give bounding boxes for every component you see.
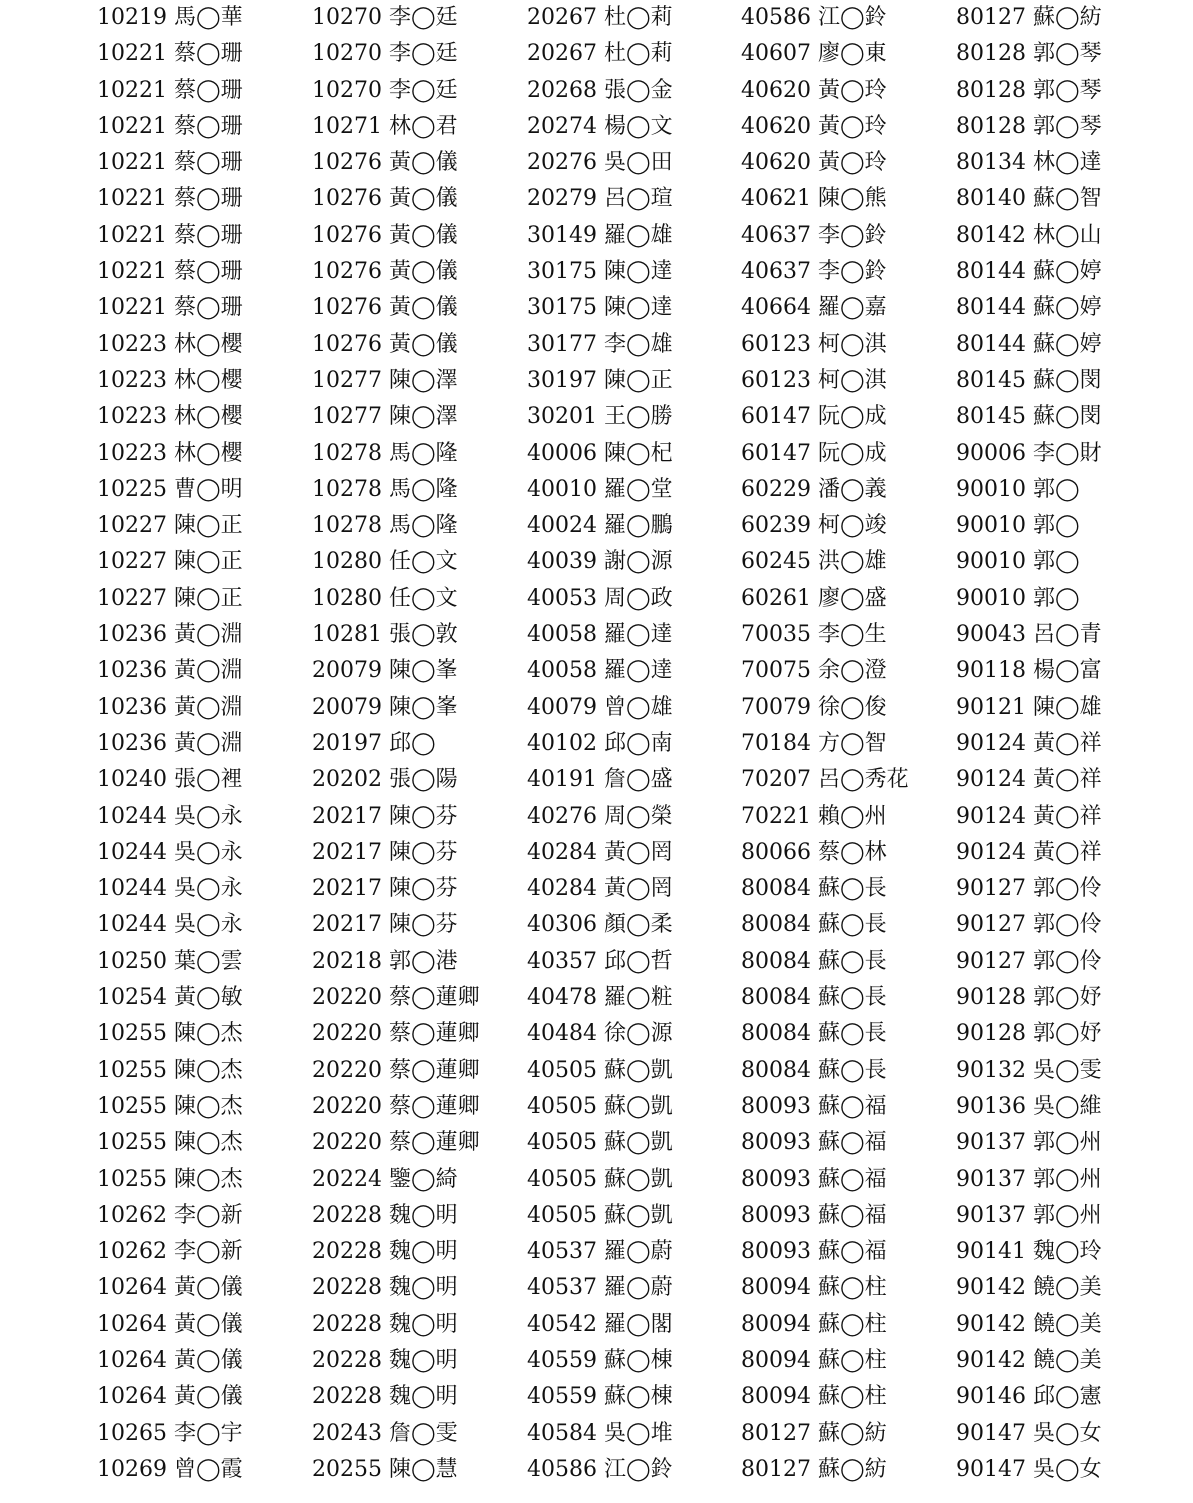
list-entry: 70035 李◯生 <box>741 622 887 648</box>
list-entry: 90124 黃◯祥 <box>956 730 1102 756</box>
list-entry: 20079 陳◯峯 <box>312 694 458 720</box>
list-entry: 90141 魏◯玲 <box>956 1239 1102 1265</box>
list-entry: 40306 顏◯柔 <box>527 912 673 938</box>
list-entry: 30201 王◯勝 <box>527 404 673 430</box>
list-entry: 60123 柯◯淇 <box>741 367 887 393</box>
list-entry: 90118 楊◯富 <box>956 658 1102 684</box>
list-entry: 10227 陳◯正 <box>97 549 243 575</box>
list-entry: 40505 蘇◯凱 <box>527 1093 673 1119</box>
list-entry: 10236 黃◯淵 <box>97 658 243 684</box>
list-entry: 10255 陳◯杰 <box>97 1093 243 1119</box>
list-entry: 10276 黃◯儀 <box>312 331 458 357</box>
list-entry: 10276 黃◯儀 <box>312 150 458 176</box>
list-entry: 90127 郭◯伶 <box>956 876 1102 902</box>
list-entry: 10281 張◯敦 <box>312 622 458 648</box>
list-entry: 10276 黃◯儀 <box>312 186 458 212</box>
list-entry: 90010 郭◯ <box>956 549 1080 575</box>
list-entry: 10264 黃◯儀 <box>97 1347 243 1373</box>
list-entry: 40542 羅◯閣 <box>527 1311 673 1337</box>
list-entry: 90010 郭◯ <box>956 513 1080 539</box>
list-entry: 80144 蘇◯婷 <box>956 331 1102 357</box>
list-entry: 40284 黃◯罔 <box>527 839 673 865</box>
list-entry: 20243 詹◯雯 <box>312 1420 458 1446</box>
list-entry: 20220 蔡◯蓮卿 <box>312 1057 480 1083</box>
list-entry: 80084 蘇◯長 <box>741 948 887 974</box>
list-entry: 80094 蘇◯柱 <box>741 1347 887 1373</box>
list-entry: 20197 邱◯ <box>312 730 436 756</box>
list-entry: 80094 蘇◯柱 <box>741 1384 887 1410</box>
list-entry: 20217 陳◯芬 <box>312 839 458 865</box>
list-entry: 80093 蘇◯福 <box>741 1239 887 1265</box>
list-entry: 90127 郭◯伶 <box>956 948 1102 974</box>
list-entry: 70075 余◯澄 <box>741 658 887 684</box>
list-entry: 40559 蘇◯棟 <box>527 1384 673 1410</box>
list-entry: 10227 陳◯正 <box>97 585 243 611</box>
list-entry: 80145 蘇◯閔 <box>956 404 1102 430</box>
list-entry: 90043 呂◯青 <box>956 622 1102 648</box>
list-entry: 40010 羅◯堂 <box>527 476 673 502</box>
list-entry: 80084 蘇◯長 <box>741 912 887 938</box>
list-entry: 20220 蔡◯蓮卿 <box>312 1021 480 1047</box>
list-entry: 10270 李◯廷 <box>312 41 458 67</box>
list-entry: 10278 馬◯隆 <box>312 476 458 502</box>
list-entry: 20276 吳◯田 <box>527 150 673 176</box>
column-3 <box>527 0 732 1488</box>
list-entry: 10280 任◯文 <box>312 585 458 611</box>
list-entry: 10270 李◯廷 <box>312 77 458 103</box>
list-entry: 10276 黃◯儀 <box>312 259 458 285</box>
list-entry: 80127 蘇◯紡 <box>741 1420 887 1446</box>
list-entry: 90147 吳◯女 <box>956 1420 1102 1446</box>
list-entry: 30177 李◯雄 <box>527 331 673 357</box>
list-entry: 10236 黃◯淵 <box>97 622 243 648</box>
list-entry: 10276 黃◯儀 <box>312 295 458 321</box>
list-entry: 20267 杜◯莉 <box>527 41 673 67</box>
list-entry: 30175 陳◯達 <box>527 259 673 285</box>
list-entry: 10277 陳◯澤 <box>312 367 458 393</box>
list-entry: 40607 廖◯東 <box>741 41 887 67</box>
list-entry: 30175 陳◯達 <box>527 295 673 321</box>
list-entry: 80140 蘇◯智 <box>956 186 1102 212</box>
list-entry: 10262 李◯新 <box>97 1202 243 1228</box>
list-entry: 20274 楊◯文 <box>527 113 673 139</box>
column-4 <box>741 0 946 1488</box>
list-entry: 10271 林◯君 <box>312 113 458 139</box>
list-entry: 80093 蘇◯福 <box>741 1166 887 1192</box>
list-entry: 90128 郭◯妤 <box>956 985 1102 1011</box>
list-entry: 80094 蘇◯柱 <box>741 1311 887 1337</box>
list-entry: 80084 蘇◯長 <box>741 985 887 1011</box>
list-entry: 10280 任◯文 <box>312 549 458 575</box>
list-entry: 80093 蘇◯福 <box>741 1130 887 1156</box>
list-entry: 90124 黃◯祥 <box>956 803 1102 829</box>
list-entry: 10277 陳◯澤 <box>312 404 458 430</box>
list-entry: 90124 黃◯祥 <box>956 767 1102 793</box>
list-entry: 90137 郭◯州 <box>956 1202 1102 1228</box>
column-1 <box>97 0 302 1488</box>
column-5 <box>956 0 1161 1488</box>
list-entry: 60147 阮◯成 <box>741 404 887 430</box>
list-entry: 10236 黃◯淵 <box>97 730 243 756</box>
list-entry: 90146 邱◯憲 <box>956 1384 1102 1410</box>
list-entry: 10225 曹◯明 <box>97 476 243 502</box>
list-entry: 80128 郭◯琴 <box>956 77 1102 103</box>
list-entry: 60245 洪◯雄 <box>741 549 887 575</box>
list-entry: 40053 周◯政 <box>527 585 673 611</box>
list-entry: 20228 魏◯明 <box>312 1311 458 1337</box>
list-entry: 90010 郭◯ <box>956 585 1080 611</box>
list-entry: 10221 蔡◯珊 <box>97 113 243 139</box>
list-entry: 40620 黃◯玲 <box>741 113 887 139</box>
list-entry: 80084 蘇◯長 <box>741 1021 887 1047</box>
list-entry: 10221 蔡◯珊 <box>97 222 243 248</box>
list-entry: 10255 陳◯杰 <box>97 1130 243 1156</box>
list-entry: 70221 賴◯州 <box>741 803 887 829</box>
list-entry: 10223 林◯櫻 <box>97 367 243 393</box>
list-entry: 40058 羅◯達 <box>527 622 673 648</box>
list-entry: 20267 杜◯莉 <box>527 5 673 30</box>
list-entry: 10244 吳◯永 <box>97 876 243 902</box>
list-entry: 80066 蔡◯林 <box>741 839 887 865</box>
list-entry: 10265 李◯宇 <box>97 1420 243 1446</box>
list-entry: 40505 蘇◯凱 <box>527 1057 673 1083</box>
list-entry: 10276 黃◯儀 <box>312 222 458 248</box>
list-entry: 40484 徐◯源 <box>527 1021 673 1047</box>
list-entry: 90127 郭◯伶 <box>956 912 1102 938</box>
list-entry: 10221 蔡◯珊 <box>97 186 243 212</box>
list-entry: 90128 郭◯妤 <box>956 1021 1102 1047</box>
list-entry: 40637 李◯鈴 <box>741 222 887 248</box>
list-entry: 10278 馬◯隆 <box>312 513 458 539</box>
list-entry: 10264 黃◯儀 <box>97 1311 243 1337</box>
list-entry: 20228 魏◯明 <box>312 1347 458 1373</box>
list-entry: 80127 蘇◯紡 <box>741 1456 887 1482</box>
list-entry: 10269 曾◯霞 <box>97 1456 243 1482</box>
list-entry: 20228 魏◯明 <box>312 1275 458 1301</box>
list-entry: 40537 羅◯蔚 <box>527 1239 673 1265</box>
list-entry: 60261 廖◯盛 <box>741 585 887 611</box>
list-entry: 40478 羅◯粧 <box>527 985 673 1011</box>
list-entry: 40039 謝◯源 <box>527 549 673 575</box>
list-entry: 40586 江◯鈴 <box>527 1456 673 1482</box>
list-entry: 20217 陳◯芬 <box>312 876 458 902</box>
column-2 <box>312 0 517 1488</box>
list-entry: 40079 曾◯雄 <box>527 694 673 720</box>
list-entry: 90006 李◯財 <box>956 440 1102 466</box>
list-entry: 40006 陳◯杞 <box>527 440 673 466</box>
list-entry: 10219 馬◯華 <box>97 5 243 30</box>
list-entry: 40505 蘇◯凱 <box>527 1166 673 1192</box>
list-entry: 40357 邱◯哲 <box>527 948 673 974</box>
list-entry: 40102 邱◯南 <box>527 730 673 756</box>
list-entry: 80128 郭◯琴 <box>956 41 1102 67</box>
list-entry: 20228 魏◯明 <box>312 1202 458 1228</box>
list-entry: 90142 饒◯美 <box>956 1275 1102 1301</box>
list-entry: 10254 黃◯敏 <box>97 985 243 1011</box>
list-entry: 90121 陳◯雄 <box>956 694 1102 720</box>
list-entry: 40505 蘇◯凱 <box>527 1130 673 1156</box>
list-entry: 20079 陳◯峯 <box>312 658 458 684</box>
list-entry: 80084 蘇◯長 <box>741 1057 887 1083</box>
list-entry: 20279 呂◯瑄 <box>527 186 673 212</box>
list-entry: 90137 郭◯州 <box>956 1130 1102 1156</box>
list-entry: 10270 李◯廷 <box>312 5 458 30</box>
list-entry: 20218 郭◯港 <box>312 948 458 974</box>
list-entry: 10255 陳◯杰 <box>97 1057 243 1083</box>
list-entry: 90136 吳◯維 <box>956 1093 1102 1119</box>
list-entry: 10255 陳◯杰 <box>97 1021 243 1047</box>
list-entry: 90142 饒◯美 <box>956 1347 1102 1373</box>
list-entry: 20268 張◯金 <box>527 77 673 103</box>
list-entry: 20217 陳◯芬 <box>312 803 458 829</box>
list-entry: 10250 葉◯雲 <box>97 948 243 974</box>
list-entry: 10223 林◯櫻 <box>97 331 243 357</box>
list-entry: 60229 潘◯義 <box>741 476 887 502</box>
list-entry: 90147 吳◯女 <box>956 1456 1102 1482</box>
list-entry: 20224 鑒◯綺 <box>312 1166 458 1192</box>
list-entry: 10221 蔡◯珊 <box>97 77 243 103</box>
list-entry: 10221 蔡◯珊 <box>97 41 243 67</box>
list-entry: 70184 方◯智 <box>741 730 887 756</box>
list-entry: 70207 呂◯秀花 <box>741 767 909 793</box>
list-entry: 10236 黃◯淵 <box>97 694 243 720</box>
list-entry: 80093 蘇◯福 <box>741 1093 887 1119</box>
list-entry: 90142 饒◯美 <box>956 1311 1102 1337</box>
list-entry: 40637 李◯鈴 <box>741 259 887 285</box>
list-entry: 80093 蘇◯福 <box>741 1202 887 1228</box>
list-entry: 80127 蘇◯紡 <box>956 5 1102 30</box>
list-entry: 20228 魏◯明 <box>312 1384 458 1410</box>
list-entry: 10223 林◯櫻 <box>97 440 243 466</box>
list-entry: 80144 蘇◯婷 <box>956 259 1102 285</box>
list-entry: 20255 陳◯慧 <box>312 1456 458 1482</box>
list-entry: 90132 吳◯雯 <box>956 1057 1102 1083</box>
list-entry: 10255 陳◯杰 <box>97 1166 243 1192</box>
list-entry: 80144 蘇◯婷 <box>956 295 1102 321</box>
list-entry: 40559 蘇◯棟 <box>527 1347 673 1373</box>
list-entry: 30149 羅◯雄 <box>527 222 673 248</box>
list-entry: 20228 魏◯明 <box>312 1239 458 1265</box>
list-entry: 10262 李◯新 <box>97 1239 243 1265</box>
list-entry: 20220 蔡◯蓮卿 <box>312 1130 480 1156</box>
list-entry: 10221 蔡◯珊 <box>97 150 243 176</box>
list-entry: 40584 吳◯堆 <box>527 1420 673 1446</box>
list-entry: 60123 柯◯淇 <box>741 331 887 357</box>
list-entry: 40024 羅◯鵬 <box>527 513 673 539</box>
list-entry: 60147 阮◯成 <box>741 440 887 466</box>
list-entry: 90137 郭◯州 <box>956 1166 1102 1192</box>
list-entry: 40586 江◯鈴 <box>741 5 887 30</box>
list-entry: 40620 黃◯玲 <box>741 77 887 103</box>
list-entry: 40621 陳◯熊 <box>741 186 887 212</box>
list-entry: 40284 黃◯罔 <box>527 876 673 902</box>
list-entry: 10221 蔡◯珊 <box>97 295 243 321</box>
list-entry: 30197 陳◯正 <box>527 367 673 393</box>
list-entry: 60239 柯◯竣 <box>741 513 887 539</box>
list-entry: 10264 黃◯儀 <box>97 1384 243 1410</box>
list-entry: 90124 黃◯祥 <box>956 839 1102 865</box>
list-entry: 20220 蔡◯蓮卿 <box>312 985 480 1011</box>
list-entry: 10244 吳◯永 <box>97 803 243 829</box>
list-entry: 20220 蔡◯蓮卿 <box>312 1093 480 1119</box>
list-entry: 20217 陳◯芬 <box>312 912 458 938</box>
list-entry: 40620 黃◯玲 <box>741 150 887 176</box>
list-entry: 40191 詹◯盛 <box>527 767 673 793</box>
list-entry: 80094 蘇◯柱 <box>741 1275 887 1301</box>
list-entry: 10264 黃◯儀 <box>97 1275 243 1301</box>
list-entry: 10221 蔡◯珊 <box>97 259 243 285</box>
list-entry: 40505 蘇◯凱 <box>527 1202 673 1228</box>
list-entry: 80142 林◯山 <box>956 222 1102 248</box>
list-entry: 40058 羅◯達 <box>527 658 673 684</box>
list-entry: 80134 林◯達 <box>956 150 1102 176</box>
list-entry: 80128 郭◯琴 <box>956 113 1102 139</box>
list-entry: 80084 蘇◯長 <box>741 876 887 902</box>
list-entry: 10244 吳◯永 <box>97 912 243 938</box>
list-entry: 10227 陳◯正 <box>97 513 243 539</box>
list-entry: 90010 郭◯ <box>956 476 1080 502</box>
list-entry: 10244 吳◯永 <box>97 839 243 865</box>
list-entry: 70079 徐◯俊 <box>741 694 887 720</box>
list-entry: 40664 羅◯嘉 <box>741 295 887 321</box>
list-entry: 10240 張◯裡 <box>97 767 243 793</box>
list-entry: 40537 羅◯蔚 <box>527 1275 673 1301</box>
list-entry: 20202 張◯陽 <box>312 767 458 793</box>
list-entry: 40276 周◯榮 <box>527 803 673 829</box>
list-entry: 10223 林◯櫻 <box>97 404 243 430</box>
list-entry: 80145 蘇◯閔 <box>956 367 1102 393</box>
list-entry: 10278 馬◯隆 <box>312 440 458 466</box>
